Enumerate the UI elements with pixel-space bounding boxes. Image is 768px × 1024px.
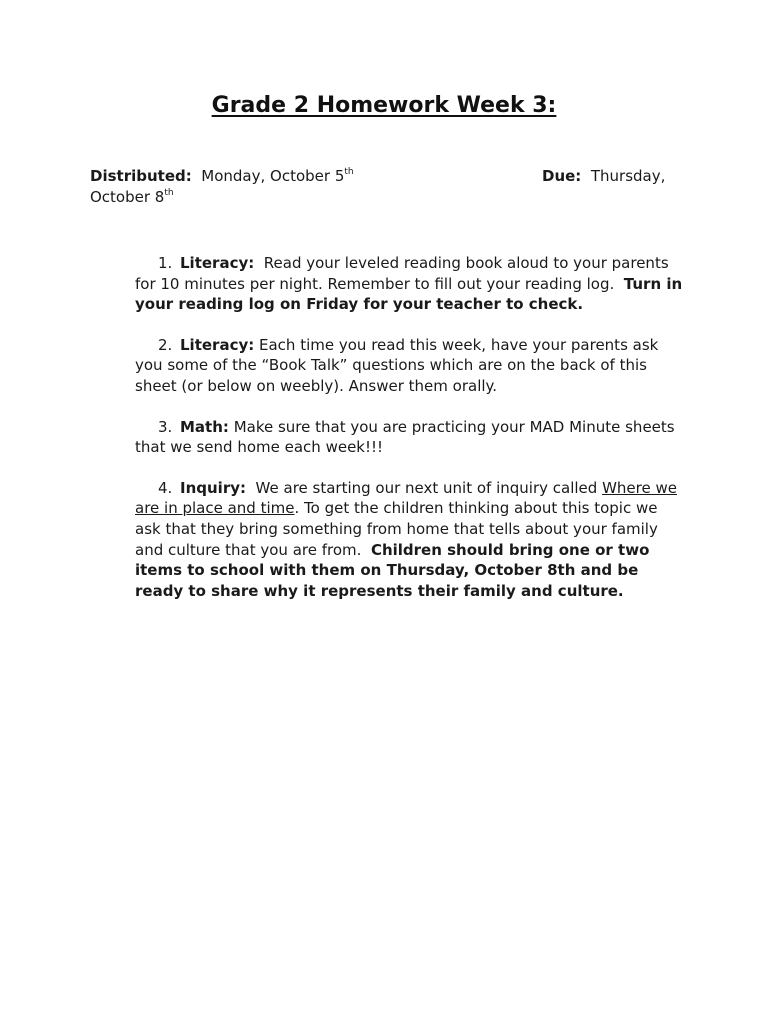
page-title: Grade 2 Homework Week 3: [211, 93, 557, 118]
item-text: Make sure that you are practicing your MAD Minute sheets that we send home each week!!! [135, 417, 675, 457]
item-number: 2. [158, 335, 173, 354]
due-date-cont: October 8 [90, 188, 165, 206]
item-label: Math: [180, 417, 229, 436]
due-label: Due: [542, 167, 582, 185]
date-row [90, 166, 680, 187]
due-group [542, 166, 665, 187]
item-number: 3. [158, 417, 173, 436]
item-emphasis: Children should bring one or two items to school with them on Thursday, October 8th and be ready to share why it represents their family and culture. [135, 540, 650, 600]
item-text-cont: . To get the children thinking about this topic we ask that they bring something from home that tells about your family and culture that you are from. [135, 499, 658, 559]
item-label: Inquiry: [180, 478, 246, 497]
distributed-date-suffix: th [344, 167, 354, 177]
item-emphasis: Turn in your reading log on Friday for your teacher to check. [135, 274, 683, 314]
due-date: Thursday, [590, 167, 666, 185]
item-label: Literacy: [180, 254, 255, 272]
homework-list [135, 253, 683, 621]
item-label: Literacy: [180, 335, 255, 354]
unit-title: Where we are in place and time [135, 478, 677, 518]
item-text: Each time you read this week, have your parents ask you some of the “Book Talk” questions which are on the back of this sheet (or below on weebly). Answer them orally. [135, 335, 659, 395]
homework-item-1 [135, 253, 683, 315]
due-date-continued [90, 187, 680, 208]
distributed-date: Monday, October 5 [201, 167, 345, 185]
due-date-suffix: th [164, 188, 174, 198]
homework-item-4 [135, 478, 683, 602]
distributed-label: Distributed: [90, 167, 192, 185]
date-line [90, 166, 680, 208]
item-number: 1. [158, 254, 173, 272]
homework-item-2 [135, 335, 683, 397]
item-number: 4. [158, 478, 173, 497]
item-text: Read your leveled reading book aloud to your parents for 10 minutes per night. Remember to fill out your reading log. [135, 254, 669, 293]
item-text: We are starting our next unit of inquiry called [255, 478, 598, 497]
homework-item-3 [135, 417, 683, 458]
